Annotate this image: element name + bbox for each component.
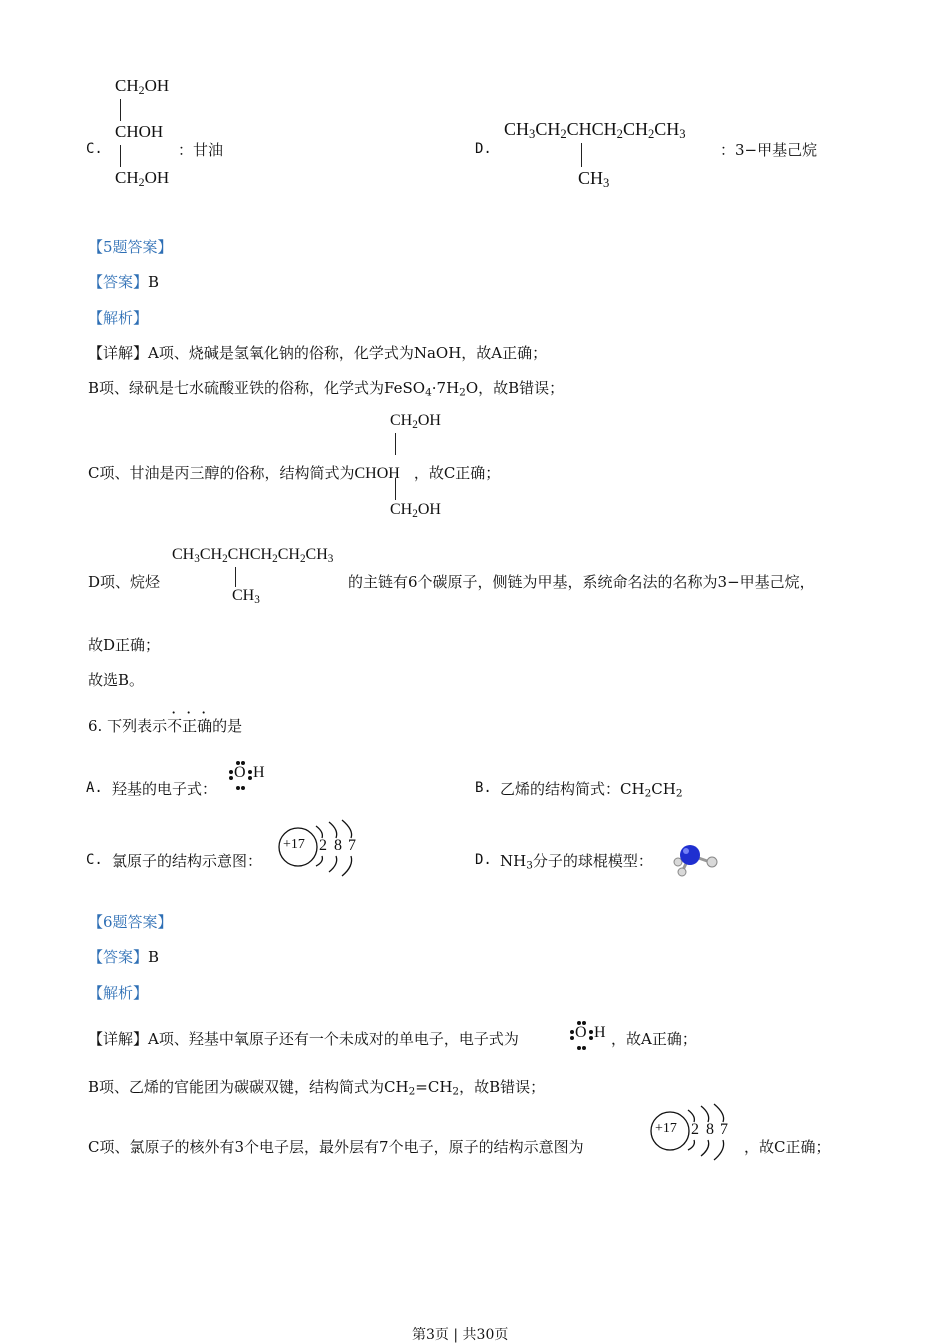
- glycerol-top-group: $CH_2OH$: [390, 412, 441, 431]
- nucleus-charge: +17: [655, 1121, 677, 1136]
- option-d-label: D.: [475, 141, 492, 157]
- highlight: [683, 848, 689, 854]
- oxygen-symbol: O: [234, 764, 246, 781]
- q5-answer-header: 【5题答案】: [88, 238, 173, 256]
- option-d-name: ：3−甲基己烷: [720, 141, 818, 159]
- q6-detail-a-post: ，故A正确；: [611, 1030, 697, 1048]
- bond-line: [395, 478, 396, 500]
- detail-tag: 【详解】: [88, 1030, 149, 1048]
- option-c-label: C.: [86, 141, 103, 157]
- glycerol-mid-group: CHOH: [354, 465, 400, 482]
- option-c-text: 氯原子的结构示意图：: [112, 852, 263, 870]
- shell-count: 7: [348, 837, 356, 854]
- page-number: 第3页: [412, 1327, 449, 1343]
- detail-a-pre: A项、羟基中氧原子还有一个未成对的单电子，电子式为: [148, 1030, 519, 1048]
- bond-line: [120, 99, 121, 121]
- hydrogen-symbol: H: [594, 1024, 606, 1041]
- bond-line: [235, 567, 236, 587]
- option-d-text: $NH_3$分子的球棍模型：: [500, 852, 653, 872]
- q5-analysis-tag: 【解析】: [88, 309, 149, 327]
- emphasis-char: 不: [167, 717, 183, 735]
- stem-pre: 下列表示: [107, 717, 168, 735]
- page-footer: [412, 1324, 508, 1344]
- question-number: 6.: [88, 717, 103, 735]
- emphasis-char: 确: [197, 717, 213, 735]
- hydrogen-atom: [707, 857, 717, 867]
- alkane-branch: $CH_3$: [232, 587, 260, 606]
- q5-detail-d-pre: D项、烷烃: [88, 573, 161, 591]
- detail-a-text: A项、烧碱是氢氧化钠的俗称，化学式为NaOH，故A正确；: [148, 344, 548, 362]
- detail-c-post: ，故C正确；: [413, 464, 501, 482]
- glycerol-bottom-group: $CH_2OH$: [390, 501, 441, 520]
- option-a-label: A.: [86, 780, 103, 796]
- q6-answer-line: [88, 946, 159, 967]
- q6-detail-c-pre: C项、氯原子的核外有3个电子层，最外层有7个电子，原子的结构示意图为: [88, 1138, 584, 1156]
- q6-detail-c-post: ，故C正确；: [744, 1138, 831, 1156]
- nitrogen-atom: [680, 845, 700, 865]
- page-total: 共30页: [462, 1327, 509, 1343]
- stem-post: 的是: [212, 717, 243, 735]
- detail-tag: 【详解】: [88, 344, 149, 362]
- hydroxyl-electron-formula: [228, 758, 272, 794]
- chlorine-atom-diagram: [650, 1104, 740, 1166]
- q6-detail-b: B项、乙烯的官能团为碳碳双键，结构简式为$CH_2=CH_2$，故B错误；: [88, 1078, 546, 1098]
- option-c-label: C.: [86, 852, 103, 868]
- bond-line: [120, 145, 121, 167]
- answer-value: B: [148, 948, 160, 966]
- q5-answer-line: [88, 271, 159, 292]
- q5-detail-b: B项、绿矾是七水硫酸亚铁的俗称，化学式为$FeSO_4\cdot 7H_2O$，故B错误；: [88, 379, 565, 399]
- hydroxyl-electron-formula: [569, 1018, 611, 1054]
- glycerol-bottom-group: $CH_2OH$: [115, 168, 170, 189]
- glycerol-top-group: $CH_2OH$: [115, 76, 170, 97]
- q5-detail-d-end: 故D正确；: [88, 636, 161, 654]
- option-d-label: D.: [475, 852, 492, 868]
- ammonia-ball-stick-model: [668, 840, 728, 880]
- footer-separator: |: [453, 1327, 459, 1343]
- q5-conclusion: 故选B。: [88, 671, 145, 689]
- answer-tag: 【答案】: [88, 948, 149, 966]
- alkane-branch: $CH_3$: [578, 168, 610, 191]
- q6-analysis-tag: 【解析】: [88, 984, 149, 1002]
- alkane-main-chain: $CH_3CH_2CHCH_2CH_2CH_3$: [504, 119, 686, 142]
- shell-count: 8: [706, 1121, 714, 1138]
- chlorine-atom-diagram: [278, 820, 368, 882]
- shell-count: 8: [334, 837, 342, 854]
- option-b-text: 乙烯的结构简式：$CH_2CH_2$: [500, 780, 683, 800]
- shell-count: 2: [319, 837, 327, 854]
- option-b-label: B.: [475, 780, 492, 796]
- bond-line: [395, 433, 396, 455]
- option-c-name: ：甘油: [178, 141, 224, 159]
- hydrogen-atom: [678, 868, 686, 876]
- hydrogen-symbol: H: [253, 764, 265, 781]
- glycerol-mid-group: CHOH: [115, 122, 164, 141]
- detail-c-pre: C项、甘油是丙三醇的俗称，结构简式为: [88, 464, 355, 482]
- q5-detail-c: [88, 462, 500, 483]
- bond-line: [581, 143, 582, 167]
- q6-answer-header: 【6题答案】: [88, 913, 173, 931]
- option-a-text: 羟基的电子式：: [112, 780, 218, 798]
- answer-value: B: [148, 273, 160, 291]
- oxygen-symbol: O: [575, 1024, 587, 1041]
- alkane-main-chain: $CH_3CH_2CHCH_2CH_2CH_3$: [172, 546, 334, 565]
- hydrogen-atom: [674, 858, 682, 866]
- q6-detail-a: [88, 1028, 519, 1049]
- q6-stem: [88, 715, 242, 736]
- shell-count: 2: [691, 1121, 699, 1138]
- nucleus-charge: +17: [283, 837, 305, 852]
- q5-detail-a: [88, 342, 547, 363]
- shell-count: 7: [720, 1121, 728, 1138]
- answer-tag: 【答案】: [88, 273, 149, 291]
- emphasis-char: 正: [182, 717, 198, 735]
- q5-detail-d-post: 的主链有6个碳原子，侧链为甲基，系统命名法的名称为3−甲基己烷，: [348, 573, 815, 591]
